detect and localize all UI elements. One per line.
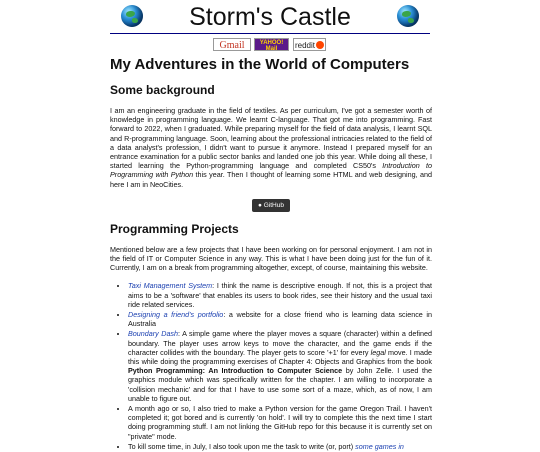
page-title: My Adventures in the World of Computers [110, 56, 410, 73]
yahoo-mail-link[interactable] [254, 38, 289, 51]
github-icon: ● [258, 201, 262, 209]
list-item: • Taxi Management System: I think the name is descriptive enough. If not, this is a project that aims to be a 'software' that enables its users to book rides, see their history and the usual taxi ride related services. [128, 281, 432, 309]
projects-intro: Mentioned below are a few projects that I have been working on for personal enjoyment. I am not in the field of IT or Computer Science in any way. This is what I have been doing just for the fun of it. Currently, I am on a break from programming altogether, except, of course, maintaining this website. [110, 244, 432, 273]
list-item: • To kill some time, in July, I also took upon me the task to write (or, port) some games in [128, 442, 432, 451]
gmail-label: Gmail [219, 40, 245, 51]
projects-heading: Programming Projects [110, 221, 239, 236]
games-link[interactable]: some games in [355, 441, 404, 451]
reddit-label: reddit [294, 41, 315, 50]
background-paragraph [110, 106, 432, 189]
site-header [0, 0, 540, 36]
taxi-management-link[interactable]: Taxi Management System [128, 281, 213, 291]
background-heading: Some background [110, 83, 215, 97]
projects-list [110, 281, 432, 451]
globe-icon [397, 5, 419, 27]
github-button[interactable] [252, 199, 290, 212]
list-item: • Designing a friend's portfolio: a website for a close friend who is learning data science in Australia [128, 310, 432, 328]
book-title: Python Programming: An Introduction to Computer Science [128, 366, 343, 376]
gmail-link[interactable] [213, 38, 251, 51]
list-item: • Boundary Dash: A simple game where the player moves a square (character) within a defined boundary. The player uses arrow keys to move the character, and the game ends if the character collides with the boundary. The player gets to score '+1' for every legal move. I made this while doing the programming exercises of Chapter 4: Objects and Graphics from the book Python Programming: An Introduction to Computer Science by John Zelle. I used the graphics module which was specifically written for the chapter. I am willing to incorporate a 'collision mechanic' and for that I have to use some sort of a maze, which, as of now, I am unable to figure out. [128, 329, 432, 403]
boundary-dash-link[interactable]: Boundary Dash [128, 329, 179, 339]
friend-portfolio-link[interactable]: Designing a friend's portfolio [128, 310, 224, 320]
list-item: • A month ago or so, I also tried to make a Python version for the game Oregon Trail. I haven't completed it; got bored and is currently 'on hold'. I will try to complete this the next time I start doing programming stuff. I am not linking the GitHub repo for this because it is currently set on "private" mode. [128, 404, 432, 441]
course-title: Introduction to Programming with Python [110, 161, 432, 180]
background-text-2: this year. Then I thought of learning some HTML and web designing, and here I am in NeoCities. [110, 170, 432, 189]
reddit-alien-icon [316, 41, 324, 49]
background-text-1: I am an engineering graduate in the field of textiles. As per curriculum, I've got a semester worth of knowledge in programming language. We learnt C-language. That got me into programming. Fast forward to 2022, when I graduated. While preparing myself for the field of data analysis, I learnt SQL and R-programming language. Soon, learning about the professional intricacies related to the field of a data analyst's profession, I didn't want to pursue it anymore. Instead I prepared myself for an entrance examination for a public sector banks and landed one job this year. While doing all these, I started learning the Python-programming language and completed CS50's [110, 106, 432, 171]
site-title: Storm's Castle [189, 3, 351, 31]
yahoo-mail-label: YAHOO! Mail [259, 40, 284, 52]
main-content [110, 52, 432, 452]
github-label: GitHub [263, 201, 284, 209]
reddit-link[interactable] [293, 38, 326, 51]
header-divider [110, 33, 430, 34]
